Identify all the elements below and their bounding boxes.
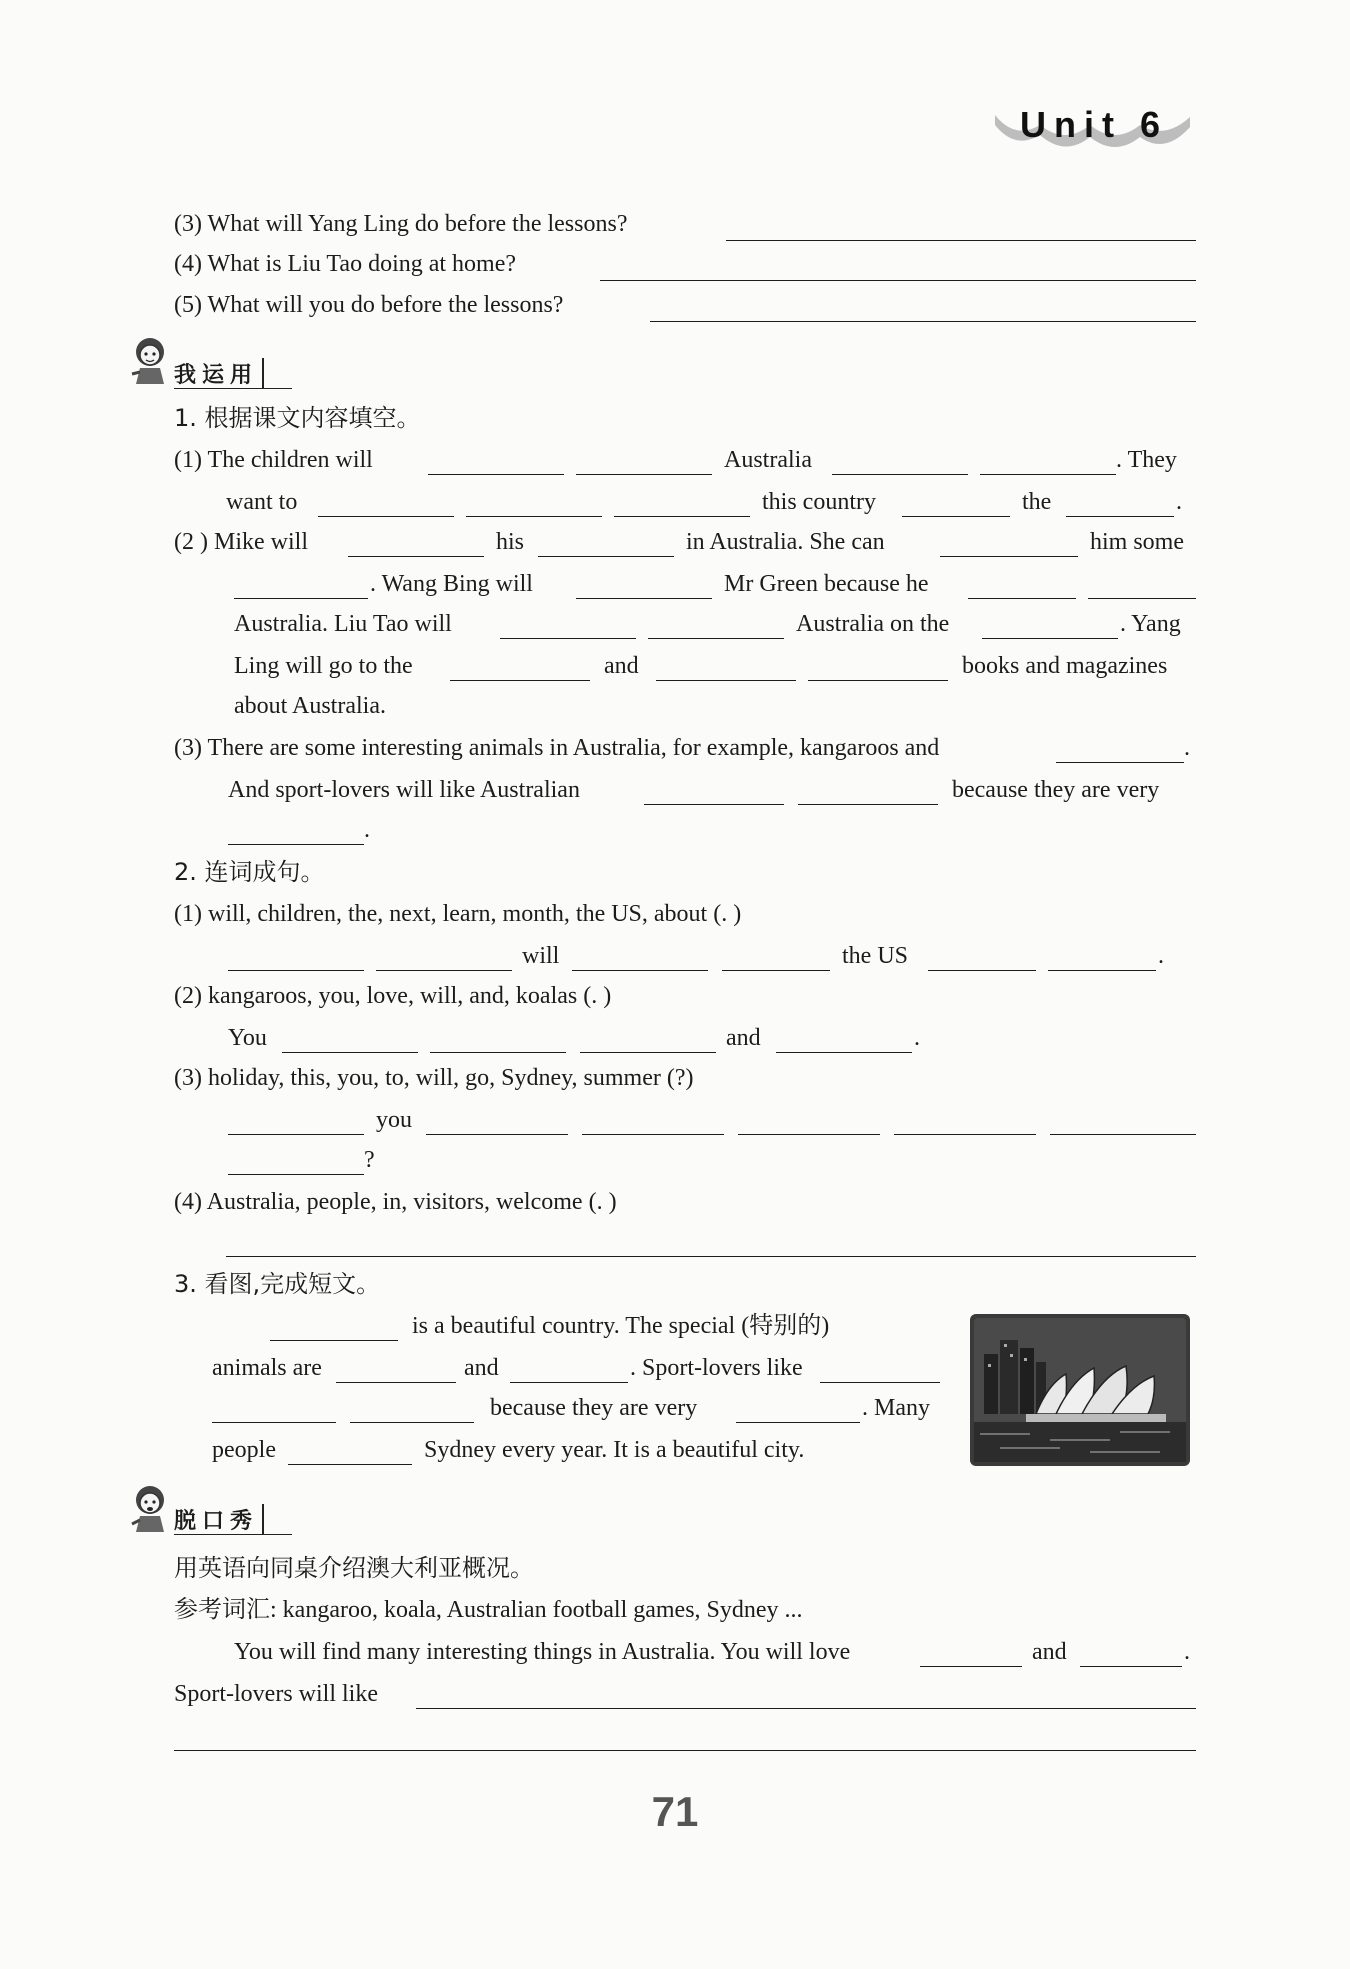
talk-l2a: Sport-lovers will like — [174, 1681, 378, 1707]
task1-blank[interactable] — [538, 556, 674, 557]
girl-mascot-icon — [122, 1480, 174, 1536]
task2-blank[interactable] — [738, 1134, 880, 1135]
task3-blank[interactable] — [288, 1464, 412, 1465]
task1-p3-d: because they are very — [952, 777, 1160, 803]
task2-blank[interactable] — [426, 1134, 568, 1135]
task3-blank[interactable] — [336, 1382, 456, 1383]
task1-p2-i: . Yang — [1120, 611, 1181, 637]
task3-blank[interactable] — [270, 1340, 398, 1341]
task1-p2-b: his — [496, 529, 525, 555]
task1-p3-b: . — [1184, 735, 1190, 761]
task1-p3-c: And sport-lovers will like Australian — [228, 777, 580, 803]
task2-blank[interactable] — [376, 970, 512, 971]
task1-p2-e: . Wang Bing will — [370, 571, 533, 597]
task2-s1-end: . — [1158, 943, 1164, 969]
task1-p2-j: Ling will go to the — [234, 653, 413, 679]
task3-l3b: . Many — [862, 1395, 930, 1421]
task1-blank[interactable] — [808, 680, 948, 681]
task1-blank[interactable] — [656, 680, 796, 681]
task1-title: 1. 根据课文内容填空。 — [174, 404, 421, 432]
talk-blank[interactable] — [1080, 1666, 1182, 1667]
task2-blank[interactable] — [776, 1052, 912, 1053]
task1-p3-e: . — [364, 817, 370, 843]
task2-s1-w2: the US — [842, 943, 908, 969]
task2-blank[interactable] — [722, 970, 830, 971]
task2-blank[interactable] — [228, 1174, 364, 1175]
task2-s2-prompt: (2) kangaroos, you, love, will, and, koalas (. ) — [174, 983, 612, 1009]
task2-s2-w1: You — [228, 1025, 267, 1051]
task2-s1-prompt: (1) will, children, the, next, learn, month, the US, about (. ) — [174, 901, 742, 927]
task2-blank[interactable] — [928, 970, 1036, 971]
task1-blank[interactable] — [348, 556, 484, 557]
task3-title: 3. 看图,完成短文。 — [174, 1270, 381, 1298]
task1-blank[interactable] — [798, 804, 938, 805]
task3-blank[interactable] — [350, 1422, 474, 1423]
task1-blank[interactable] — [318, 516, 454, 517]
task2-blank[interactable] — [580, 1052, 716, 1053]
task1-p2-m: about Australia. — [234, 693, 386, 719]
task2-s3-end: ? — [364, 1147, 375, 1173]
task3-l1a: is a beautiful country. The special (特别的) — [412, 1313, 830, 1339]
task1-blank[interactable] — [228, 844, 364, 845]
task1-blank[interactable] — [576, 598, 712, 599]
task3-l2b: and — [464, 1355, 499, 1381]
task1-blank[interactable] — [576, 474, 712, 475]
task1-p1-e: this country — [762, 489, 876, 515]
task3-blank[interactable] — [510, 1382, 628, 1383]
task1-blank[interactable] — [500, 638, 636, 639]
section-tag-talk: 脱口秀 — [174, 1504, 264, 1535]
task2-blank[interactable] — [228, 1134, 364, 1135]
task1-p2-h: Australia on the — [796, 611, 950, 637]
task3-blank[interactable] — [820, 1382, 940, 1383]
task1-p2-f: Mr Green because he — [724, 571, 929, 597]
section-tag-underline — [174, 1534, 292, 1535]
task3-l2c: . Sport-lovers like — [630, 1355, 803, 1381]
task1-p1-a: (1) The children will — [174, 447, 373, 473]
task2-blank[interactable] — [894, 1134, 1036, 1135]
section-tag-underline — [174, 388, 292, 389]
task1-blank[interactable] — [1066, 516, 1174, 517]
task1-blank[interactable] — [234, 598, 368, 599]
unit-title: Unit 6 — [1020, 104, 1169, 145]
task2-blank[interactable] — [1048, 970, 1156, 971]
task2-s3-w1: you — [376, 1107, 412, 1133]
task3-l4a: people — [212, 1437, 276, 1463]
task1-p1-b: Australia — [724, 447, 812, 473]
sydney-opera-house-image — [970, 1314, 1190, 1466]
task1-p2-l: books and magazines — [962, 653, 1168, 679]
task1-blank[interactable] — [980, 474, 1116, 475]
task1-blank[interactable] — [1088, 598, 1196, 599]
task2-blank[interactable] — [1050, 1134, 1196, 1135]
talk-blank[interactable] — [174, 1750, 1196, 1751]
talk-l1c: . — [1184, 1639, 1190, 1665]
question-3: (3) What will Yang Ling do before the lessons? — [174, 211, 628, 237]
task2-blank[interactable] — [228, 970, 364, 971]
task1-p3-a: (3) There are some interesting animals in Australia, for example, kangaroos and — [174, 735, 940, 761]
task3-blank[interactable] — [736, 1422, 860, 1423]
task1-blank[interactable] — [644, 804, 784, 805]
task1-blank[interactable] — [902, 516, 1010, 517]
talk-blank[interactable] — [416, 1708, 1196, 1709]
task1-p2-a: (2 ) Mike will — [174, 529, 308, 555]
answer-blank-4[interactable] — [600, 280, 1196, 281]
task1-blank[interactable] — [832, 474, 968, 475]
task1-blank[interactable] — [466, 516, 602, 517]
talk-vocab: 参考词汇: kangaroo, koala, Australian football games, Sydney ... — [174, 1597, 803, 1623]
task2-s2-end: . — [914, 1025, 920, 1051]
task2-blank[interactable] — [226, 1256, 1196, 1257]
answer-blank-5[interactable] — [650, 321, 1196, 322]
talk-blank[interactable] — [920, 1666, 1022, 1667]
task2-blank[interactable] — [282, 1052, 418, 1053]
answer-blank-3[interactable] — [726, 240, 1196, 241]
task1-p2-d: him some — [1090, 529, 1184, 555]
task2-s2-w2: and — [726, 1025, 761, 1051]
task1-p2-c: in Australia. She can — [686, 529, 885, 555]
task1-blank[interactable] — [428, 474, 564, 475]
task3-l2a: animals are — [212, 1355, 322, 1381]
task2-s4-prompt: (4) Australia, people, in, visitors, welcome (. ) — [174, 1189, 617, 1215]
task1-blank[interactable] — [940, 556, 1078, 557]
girl-mascot-icon — [122, 332, 174, 388]
task1-blank[interactable] — [1056, 762, 1184, 763]
section-tag-use: 我运用 — [174, 358, 264, 389]
task2-s1-w1: will — [522, 943, 560, 969]
task2-blank[interactable] — [572, 970, 708, 971]
task1-p2-g: Australia. Liu Tao will — [234, 611, 452, 637]
task3-l4b: Sydney every year. It is a beautiful city. — [424, 1437, 805, 1463]
task1-blank[interactable] — [450, 680, 590, 681]
task2-title: 2. 连词成句。 — [174, 858, 325, 886]
task2-blank[interactable] — [582, 1134, 724, 1135]
task1-p2-k: and — [604, 653, 639, 679]
talk-l1a: You will find many interesting things in Australia. You will love — [234, 1639, 851, 1665]
page-number: 71 — [651, 1788, 699, 1835]
question-5: (5) What will you do before the lessons? — [174, 292, 564, 318]
task2-blank[interactable] — [430, 1052, 566, 1053]
task1-p1-d: want to — [226, 489, 298, 515]
task1-p1-g: . — [1176, 489, 1182, 515]
task3-l3a: because they are very — [490, 1395, 698, 1421]
task1-p1-f: the — [1022, 489, 1052, 515]
task1-blank[interactable] — [968, 598, 1076, 599]
task1-p1-c: . They — [1116, 447, 1177, 473]
task1-blank[interactable] — [614, 516, 750, 517]
talk-instruction: 用英语向同桌介绍澳大利亚概况。 — [174, 1554, 534, 1582]
task3-blank[interactable] — [212, 1422, 336, 1423]
question-4: (4) What is Liu Tao doing at home? — [174, 251, 517, 277]
task2-s3-prompt: (3) holiday, this, you, to, will, go, Sydney, summer (?) — [174, 1065, 694, 1091]
task1-blank[interactable] — [982, 638, 1118, 639]
talk-l1b: and — [1032, 1639, 1067, 1665]
task1-blank[interactable] — [648, 638, 784, 639]
